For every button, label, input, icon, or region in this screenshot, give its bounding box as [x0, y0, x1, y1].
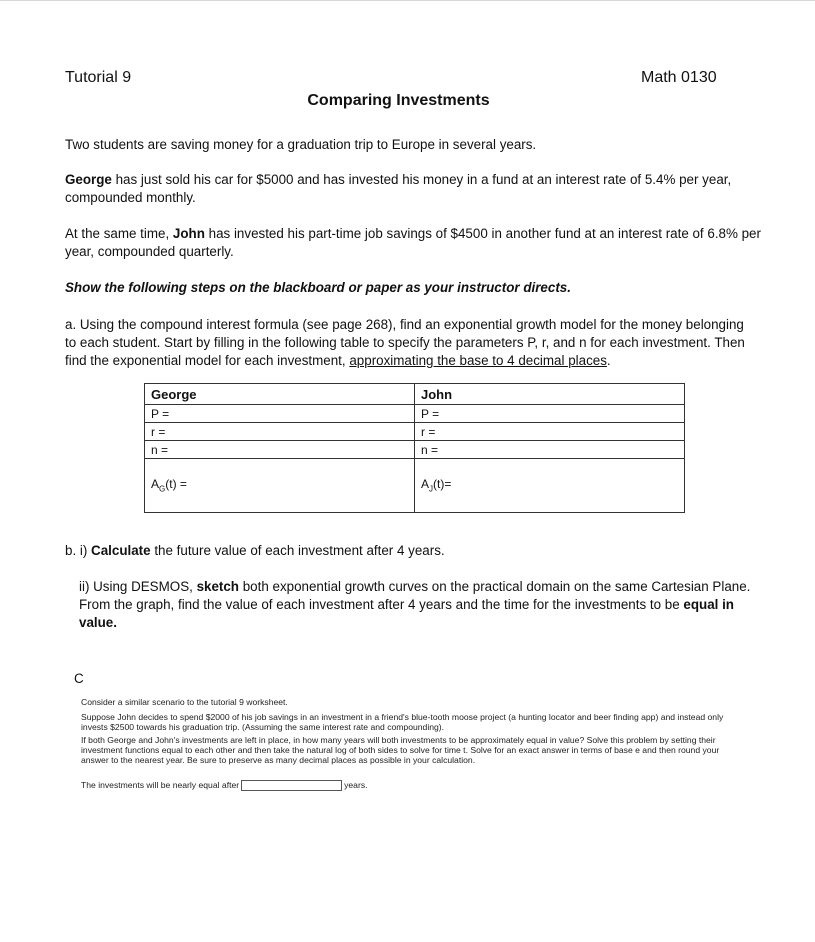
part-c-text	[81, 697, 781, 765]
john-r-cell[interactable]: r =	[415, 423, 685, 441]
john-name: John	[172, 226, 205, 241]
part-b-i: b. i) Calculate the future value of each investment after 4 years.	[65, 543, 445, 558]
intro-paragraph: Two students are saving money for a graduation trip to Europe in several years.	[65, 137, 537, 152]
john-model-cell[interactable]: $A_J(t)=$	[415, 459, 685, 513]
john-line1b: has invested his part-time job savings of $4500 in another fund at an interest rate of 6.8% per	[204, 226, 761, 241]
part-b-ii: ii) Using DESMOS, sketch both exponential growth curves on the practical domain on the same Cartesian Plane. From the graph, find the value of each investment after 4 years and the time for the investments to be equal in value.	[79, 579, 751, 630]
part-c-line4: If both George and John's investments are left in place, in how many years will both investments to be approximately equal in value? Solve this problem by setting their	[81, 735, 716, 745]
part-c-line1: Consider a similar scenario to the tutorial 9 worksheet.	[81, 697, 288, 707]
george-model-cell[interactable]: $A_G(t)$ =	[145, 459, 415, 513]
john-paragraph	[65, 225, 785, 261]
instruction-text: Show the following steps on the blackboard or paper as your instructor directs.	[65, 280, 571, 295]
page-title: Comparing Investments	[307, 92, 490, 109]
part-c-label: C	[74, 671, 84, 686]
john-n-cell[interactable]: n =	[415, 441, 685, 459]
header-course: Math 0130	[641, 69, 717, 86]
part-a-line2: to each student. Start by filling in the following table to specify the parameters P, r, and n for each investment. Then	[65, 335, 745, 350]
george-line1: has just sold his car for $5000 and has invested his money in a fund at an interest rate of 5.4% per year,	[111, 172, 732, 187]
john-line2: year, compounded quarterly.	[65, 244, 234, 259]
george-name: George	[65, 172, 112, 187]
top-border	[0, 0, 815, 1]
answer-row	[81, 780, 368, 791]
part-a-paragraph	[65, 316, 785, 370]
george-p-cell[interactable]: P =	[145, 405, 415, 423]
parameter-table	[144, 383, 685, 513]
john-line1a: At the same time,	[65, 226, 173, 241]
answer-input[interactable]	[241, 780, 342, 791]
table-header-george: George	[145, 384, 415, 405]
george-line2: compounded monthly.	[65, 190, 196, 205]
part-a-line1: a. Using the compound interest formula (see page 268), find an exponential growth model for the money belonging	[65, 317, 744, 332]
george-r-cell[interactable]: r =	[145, 423, 415, 441]
part-a-underlined: approximating the base to 4 decimal places	[349, 353, 607, 368]
john-p-cell[interactable]: P =	[415, 405, 685, 423]
george-n-cell[interactable]: n =	[145, 441, 415, 459]
table-header-john: John	[415, 384, 685, 405]
george-paragraph	[65, 171, 785, 207]
part-c-line5: investment functions equal to each other and then take the natural log of both sides to solve for time t. Solve for an exact answer in terms of base e and then round your	[81, 745, 720, 755]
part-c-line6: answer to the nearest year. Be sure to preserve as many decimal places as possible in your calculation.	[81, 755, 476, 765]
part-a-line3b: .	[606, 353, 611, 368]
part-c-line3: invests $2500 towards his graduation trip. (Assuming the same interest rate and compounding).	[81, 722, 445, 732]
answer-prefix: The investments will be nearly equal after	[81, 780, 240, 790]
header-tutorial: Tutorial 9	[65, 69, 132, 86]
answer-suffix: years.	[344, 780, 368, 790]
part-c-line2: Suppose John decides to spend $2000 of his job savings in an investment in a friend's blue-tooth moose project (a hunting locator and beer finding app) and instead only	[81, 712, 724, 722]
part-a-line3a: find the exponential model for each investment,	[65, 353, 350, 368]
